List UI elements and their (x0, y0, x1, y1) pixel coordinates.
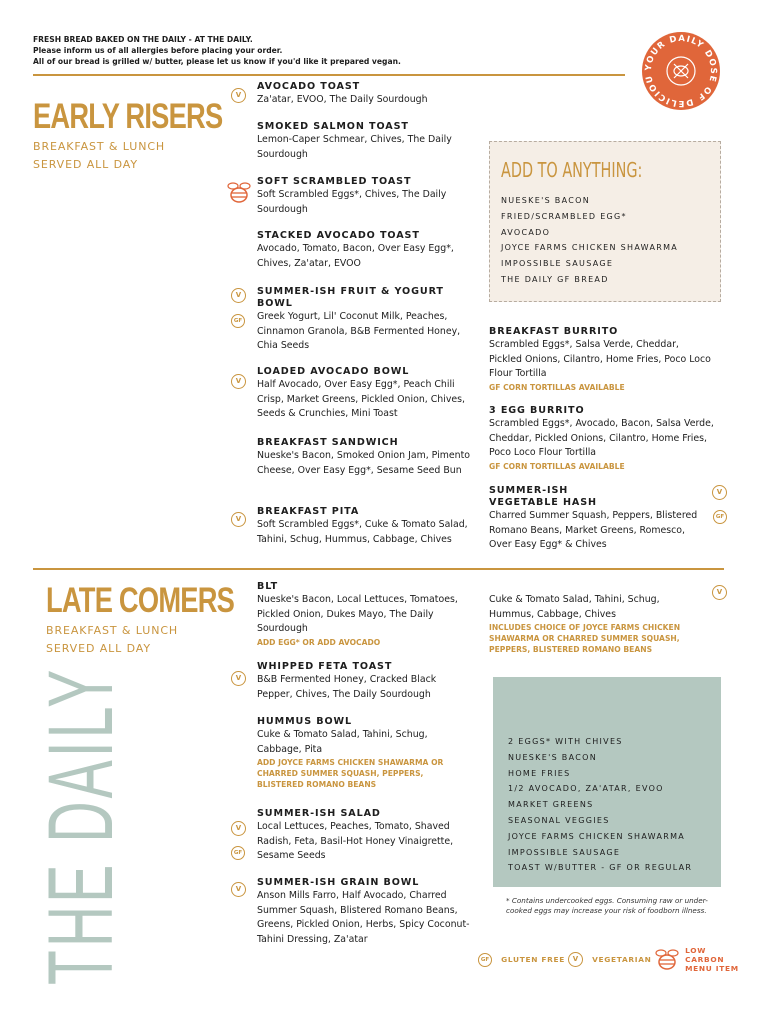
list-item: NUESKE'S BACON (508, 752, 597, 762)
early-risers-title: EARLY RISERS (33, 97, 223, 136)
menu-item-breakfast-pita: BREAKFAST PITA Soft Scrambled Eggs*, Cuke & Tomato Salad, Tahini, Schug, Hummus, Cabbage, Chives (257, 506, 468, 545)
badge-text: YOUR DAILY DOSE OF DELICIOU (643, 33, 719, 109)
low-carbon-bee-icon (654, 948, 680, 972)
gluten-free-icon: GF (231, 314, 245, 328)
menu-item-loaded-avocado-bowl: LOADED AVOCADO BOWL Half Avocado, Over Easy Egg*, Peach Chili Crisp, Market Greens, Pickled Onion, Chives, Seeds & Crunchies, Mini Toast (257, 366, 466, 420)
menu-item-breakfast-sandwich: BREAKFAST SANDWICH Nueske's Bacon, Smoked Onion Jam, Pimento Cheese, Over Easy Egg*, Sesame Seed Bun (257, 437, 470, 476)
late-comers-sub-2: SERVED ALL DAY (46, 642, 151, 655)
early-risers-header (33, 98, 276, 174)
allergy-notice (33, 34, 593, 67)
menu-item-pita-bowl: Cuke & Tomato Salad, Tahini, Schug, Hummus, Cabbage, Chives INCLUDES CHOICE OF JOYCE FARMS CHICKEN SHAWARMA OR CHARRED SUMMER SQUASH, PEPPERS, BLISTERED ROMANO BEANS (489, 594, 681, 655)
badge-logo-icon (640, 30, 722, 112)
vegetarian-icon: V (231, 882, 246, 897)
gluten-free-icon: GF (713, 510, 727, 524)
daily-dose-badge (640, 30, 722, 112)
legend-gf-label: GLUTEN FREE (501, 955, 565, 964)
legend-low-carbon-label: LOW CARBON MENU ITEM (685, 946, 739, 973)
vegetarian-icon: V (231, 512, 246, 527)
section-divider (33, 568, 724, 570)
menu-item-whipped-feta-toast: WHIPPED FETA TOAST B&B Fermented Honey, Cracked Black Pepper, Chives, The Daily Sourdough (257, 661, 437, 700)
legend-gluten-free (478, 949, 565, 968)
legend-v-label: VEGETARIAN (592, 955, 652, 964)
early-risers-sub-1: BREAKFAST & LUNCH (33, 140, 166, 153)
list-item: HOME FRIES (508, 768, 571, 778)
header-divider (33, 74, 625, 76)
list-item: IMPOSSIBLE SAUSAGE (501, 259, 614, 269)
vegetarian-icon: V (712, 585, 727, 600)
menu-item-hummus-bowl: HUMMUS BOWL Cuke & Tomato Salad, Tahini, Schug, Cabbage, Pita ADD JOYCE FARMS CHICKEN SHAWARMA OR CHARRED SUMMER SQUASH, PEPPERS, BLISTERED ROMANO BEANS (257, 716, 444, 790)
legend-vegetarian (568, 949, 652, 968)
list-item: MARKET GREENS (508, 800, 594, 810)
list-item: AVOCADO (501, 227, 551, 237)
the-daily-vertical-brand: THE DAILY (30, 666, 132, 985)
vegetarian-icon: V (231, 288, 246, 303)
list-item: JOYCE FARMS CHICKEN SHAWARMA (501, 243, 679, 253)
list-item: IMPOSSIBLE SAUSAGE (508, 847, 621, 857)
vegetarian-icon: V (231, 374, 246, 389)
vegetarian-icon: V (712, 485, 727, 500)
late-comers-header (46, 582, 287, 658)
early-risers-sub-2: SERVED ALL DAY (33, 158, 138, 171)
raw-egg-disclaimer: * Contains undercooked eggs. Consuming raw or under-cooked eggs may increase your risk of foodborn illness. (506, 896, 708, 915)
sides-box (493, 677, 721, 887)
list-item: 2 EGGS* WITH CHIVES (508, 737, 623, 746)
add-to-anything-title: ADD TO ANYTHING: (501, 158, 643, 182)
low-carbon-bee-icon (226, 181, 252, 205)
list-item: JOYCE FARMS CHICKEN SHAWARMA (508, 831, 686, 841)
sides-list (508, 734, 692, 876)
add-to-anything-box (489, 141, 721, 302)
notice-line-3: All of our bread is grilled w/ butter, please let us know if you'd like it prepared vegan. (33, 57, 401, 66)
list-item: 1/2 AVOCADO, ZA'ATAR, EVOO (508, 784, 664, 794)
menu-item-soft-scrambled-toast: SOFT SCRAMBLED TOAST Soft Scrambled Eggs*, Chives, The Daily Sourdough (257, 176, 447, 215)
late-comers-sub-1: BREAKFAST & LUNCH (46, 624, 179, 637)
notice-line-2: Please inform us of all allergies before placing your order. (33, 46, 283, 55)
add-to-anything-list (501, 193, 678, 288)
menu-item-3-egg-burrito: 3 EGG BURRITO Scrambled Eggs*, Avocado, Bacon, Salsa Verde, Cheddar, Pickled Onions, Cilantro, Home Fries, Poco Loco Flour Tortilla GF CORN TORTILLAS AVAILABLE (489, 405, 714, 471)
notice-line-1: FRESH BREAD BAKED ON THE DAILY - AT THE DAILY. (33, 35, 253, 44)
menu-item-grain-bowl: SUMMER-ISH GRAIN BOWL Anson Mills Farro, Half Avocado, Charred Summer Squash, Blistered Romano Beans, Greens, Pickled Onion, Herbs, Spicy Coconut-Tahini Dressing, Za'atar (257, 877, 470, 945)
menu-item-vegetable-hash: SUMMER-ISH VEGETABLE HASH Charred Summer Squash, Peppers, Blistered Romano Beans, Market Greens, Romesco, Over Easy Egg* & Chives (489, 485, 698, 551)
vegetarian-icon: V (231, 88, 246, 103)
list-item: SEASONAL VEGGIES (508, 815, 610, 825)
menu-item-blt: BLT Nueske's Bacon, Local Lettuces, Tomatoes, Pickled Onion, Dukes Mayo, The Daily Sourdough ADD EGG* OR ADD AVOCADO (257, 581, 458, 647)
list-item: THE DAILY GF BREAD (501, 274, 609, 284)
list-item: NUESKE'S BACON (501, 196, 590, 205)
menu-item-breakfast-burrito: BREAKFAST BURRITO Scrambled Eggs*, Salsa Verde, Cheddar, Pickled Onions, Cilantro, Home Fries, Poco Loco Flour Tortilla GF CORN TORTILLAS AVAILABLE (489, 326, 711, 392)
list-item: TOAST W/BUTTER - GF OR REGULAR (508, 863, 693, 873)
menu-item-stacked-avocado-toast: STACKED AVOCADO TOAST Avocado, Tomato, Bacon, Over Easy Egg*, Chives, Za'atar, EVOO (257, 230, 454, 269)
vegetarian-icon: V (231, 821, 246, 836)
menu-item-smoked-salmon-toast: SMOKED SALMON TOAST Lemon-Caper Schmear, Chives, The Daily Sourdough (257, 121, 452, 160)
vegetarian-icon: V (568, 952, 583, 967)
list-item: FRIED/SCRAMBLED EGG* (501, 211, 627, 221)
menu-item-fruit-yogurt-bowl: SUMMER-ISH FRUIT & YOGURT BOWL Greek Yogurt, Lil' Coconut Milk, Peaches, Cinnamon Granola, B&B Fermented Honey, Chia Seeds (257, 286, 461, 352)
vegetarian-icon: V (231, 671, 246, 686)
gluten-free-icon: GF (231, 846, 245, 860)
menu-item-summer-salad: SUMMER-ISH SALAD Local Lettuces, Peaches, Tomato, Shaved Radish, Feta, Basil-Hot Honey Vinaigrette, Sesame Seeds (257, 808, 454, 862)
menu-item-avocado-toast: AVOCADO TOAST Za'atar, EVOO, The Daily Sourdough (257, 81, 428, 105)
legend-low-carbon (654, 946, 743, 973)
late-comers-title: LATE COMERS (46, 581, 235, 620)
gluten-free-icon: GF (478, 953, 492, 967)
